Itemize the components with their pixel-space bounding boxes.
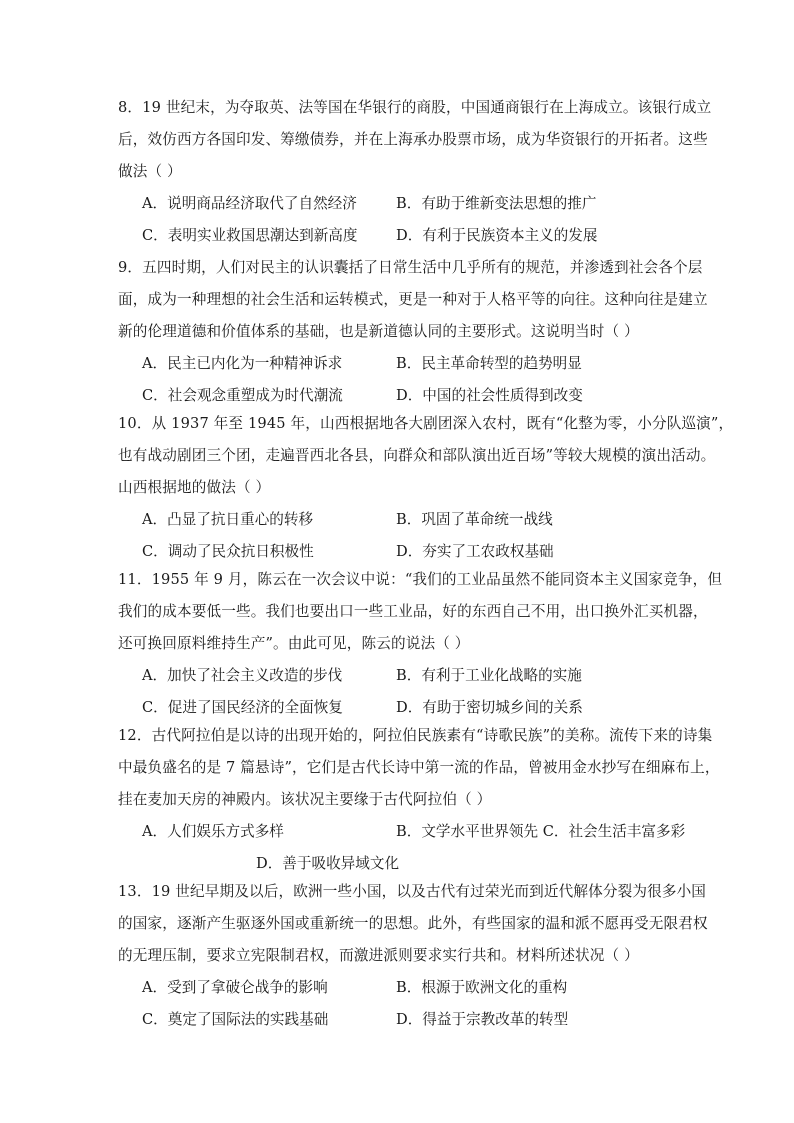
question-stem-line: 面，成为一种理想的社会生活和运转模式，更是一种对于人格平等的向往。这种向往是建立 xyxy=(118,291,708,308)
option-d[interactable]: D．夯实了工农政权基础 xyxy=(396,543,554,560)
option-c[interactable]: C．奠定了国际法的实践基础 xyxy=(142,1011,329,1028)
question-stem-line: 后，效仿西方各国印发、筹缴债券，并在上海承办股票市场，成为华资银行的开拓者。这些 xyxy=(118,131,708,148)
question-stem-line: 12．古代阿拉伯是以诗的出现开始的，阿拉伯民族素有“诗歌民族”的美称。流传下来的诗集 xyxy=(118,727,713,744)
option-d[interactable]: D．中国的社会性质得到改变 xyxy=(396,387,583,404)
option-b[interactable]: B．有助于维新变法思想的推广 xyxy=(396,195,597,212)
question-stem-line: 的国家，逐渐产生驱逐外国或重新统一的思想。此外，有些国家的温和派不愿再受无限君权 xyxy=(118,915,708,932)
option-b[interactable]: B．巩固了革命统一战线 xyxy=(396,511,553,528)
option-d[interactable]: D．有助于密切城乡间的关系 xyxy=(396,699,583,716)
question-stem-line: 还可换回原料维持生产”。由此可见，陈云的说法（ ） xyxy=(118,635,470,652)
question-stem-line: 9．五四时期，人们对民主的认识囊括了日常生活中几乎所有的规范，并渗透到社会各个层 xyxy=(118,259,703,276)
question-stem-line: 8．19 世纪末，为夺取英、法等国在华银行的商股，中国通商银行在上海成立。该银行成立 xyxy=(118,99,712,116)
option-a[interactable]: A．说明商品经济取代了自然经济 xyxy=(142,195,357,212)
option-d[interactable]: D．得益于宗教改革的转型 xyxy=(396,1011,569,1028)
option-a[interactable]: A．受到了拿破仑战争的影响 xyxy=(142,979,328,996)
question-stem-line: 做法（ ） xyxy=(118,163,182,180)
option-b-c[interactable]: B．文学水平世界领先 C．社会生活丰富多彩 xyxy=(396,823,686,840)
question-stem-line: 也有战动剧团三个团，走遍晋西北各县，向群众和部队演出近百场”等较大规模的演出活动。 xyxy=(118,447,716,464)
question-stem-line: 挂在麦加天房的神殿内。该状况主要缘于古代阿拉伯（ ） xyxy=(118,791,492,808)
option-b[interactable]: B．民主革命转型的趋势明显 xyxy=(396,355,582,372)
question-stem-line: 13．19 世纪早期及以后，欧洲一些小国，以及古代有过荣光而到近代解体分裂为很多小国 xyxy=(118,883,707,900)
option-a[interactable]: A．人们娱乐方式多样 xyxy=(142,823,284,840)
question-stem-line: 新的伦理道德和价值体系的基础，也是新道德认同的主要形式。这说明当时（ ） xyxy=(118,323,639,340)
option-a[interactable]: A．加快了社会主义改造的步伐 xyxy=(142,667,343,684)
question-stem-line: 11．1955 年 9 月，陈云在一次会议中说：“我们的工业品虽然不能同资本主义国家竞争，但 xyxy=(118,571,723,588)
option-d[interactable]: D．有利于民族资本主义的发展 xyxy=(396,227,598,244)
option-c[interactable]: C．调动了民众抗日积极性 xyxy=(142,543,314,560)
option-c[interactable]: C．社会观念重塑成为时代潮流 xyxy=(142,387,343,404)
option-c[interactable]: C．促进了国民经济的全面恢复 xyxy=(142,699,343,716)
option-a[interactable]: A．民主已内化为一种精神诉求 xyxy=(142,355,343,372)
question-stem-line: 中最负盛名的是 7 篇悬诗”，它们是古代长诗中第一流的作品，曾被用金水抄写在细麻布上， xyxy=(118,759,720,776)
option-c[interactable]: C．表明实业救国思潮达到新高度 xyxy=(142,227,358,244)
question-stem-line: 我们的成本要低一些。我们也要出口一些工业品，好的东西自己不用，出口换外汇买机器， xyxy=(118,603,708,620)
option-d[interactable]: D．善于吸收异域文化 xyxy=(256,855,400,872)
question-stem-line: 的无理压制，要求立宪限制君权，而激进派则要求实行共和。材料所述状况（ ） xyxy=(118,947,639,964)
question-stem-line: 10．从 1937 年至 1945 年，山西根据地各大剧团深入农村，既有“化整为零，小分队巡演”， xyxy=(118,415,734,432)
question-stem-line: 山西根据地的做法（ ） xyxy=(118,479,271,496)
option-b[interactable]: B．根源于欧洲文化的重构 xyxy=(396,979,568,996)
option-b[interactable]: B．有利于工业化战略的实施 xyxy=(396,667,582,684)
option-a[interactable]: A．凸显了抗日重心的转移 xyxy=(142,511,314,528)
